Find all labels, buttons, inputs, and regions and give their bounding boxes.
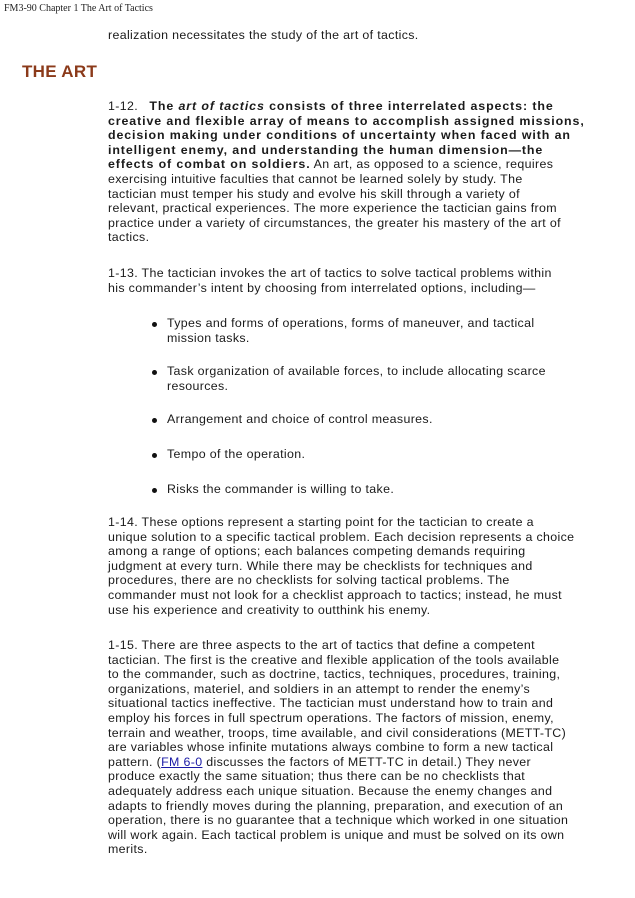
text-line: practice under a variety of circumstances, the greater his mastery of the art of xyxy=(108,215,561,230)
text-line: relevant, practical experiences. The more experience the tactician gains from xyxy=(108,201,557,216)
intro-line: realization necessitates the study of the art of tactics. xyxy=(108,28,419,42)
text: pattern. ( xyxy=(108,754,162,769)
text-line: exercising intuitive faculties that cannot be learned solely by study. The xyxy=(108,171,523,186)
text-line: situational tactics ineffective. The tactician must understand how to train and xyxy=(108,696,554,711)
text-line: 1-14. These options represent a starting point for the tactician to create a xyxy=(108,515,534,529)
italic-term: art of tactics xyxy=(178,99,265,113)
paragraph-1-14 xyxy=(108,515,574,617)
text-line: adapts to friendly moves during the planning, preparation, and execution of an xyxy=(108,798,564,813)
text-line: tactician must temper his study and evolve his skill through a variety of xyxy=(108,186,520,201)
text-line: his commander’s intent by choosing from interrelated options, including— xyxy=(108,280,536,295)
paragraph-1-15 xyxy=(108,638,568,857)
bold-text: effects of combat on soldiers. xyxy=(108,157,311,172)
text-line: unique solution to a specific tactical problem. Each decision represents a choice xyxy=(108,529,575,544)
text-line: to the commander, such as doctrine, tactics, techniques, procedures, training, xyxy=(108,667,561,682)
text-line: tactician. The first is the creative and flexible application of the tools available xyxy=(108,652,560,667)
text-line: 1-13. The tactician invokes the art of tactics to solve tactical problems within xyxy=(108,266,552,280)
text-line: use his experience and creativity to outthink his enemy. xyxy=(108,602,431,617)
paragraph-1-12 xyxy=(108,99,585,245)
paragraph-1-13 xyxy=(108,266,552,295)
bullet-icon xyxy=(152,418,157,423)
text-line: produce exactly the same situation; thus there can be no checklists that xyxy=(108,769,526,784)
bold-text: intelligent enemy, and understanding the human dimension—the xyxy=(108,142,544,157)
text-line: operation, there is no guarantee that a technique which worked in one situation xyxy=(108,813,569,828)
text-line: Tempo of the operation. xyxy=(167,447,306,461)
text-line: Arrangement and choice of control measures. xyxy=(167,412,433,426)
text-line: employ his forces in full spectrum operations. The factors of mission, enemy, xyxy=(108,710,554,725)
bullet-icon xyxy=(152,370,157,375)
text-line: among a range of options; each balances competing demands requiring xyxy=(108,544,526,559)
text-line: resources. xyxy=(167,378,229,393)
text-line: Types and forms of operations, forms of maneuver, and tactical xyxy=(167,316,535,330)
text-line: Task organization of available forces, to include allocating scarce xyxy=(167,364,546,378)
bullet-icon xyxy=(152,453,157,458)
section-title: THE ART xyxy=(22,62,98,81)
text: discusses the factors of METT-TC in detail.) They never xyxy=(202,754,531,769)
text-line: judgment at every turn. While there may be checklists for techniques and xyxy=(108,558,533,573)
bold-text: The xyxy=(149,99,179,113)
text-line: procedures, there are no checklists for solving tactical problems. The xyxy=(108,573,510,588)
page-header: FM3-90 Chapter 1 The Art of Tactics xyxy=(4,3,153,14)
text-line: Risks the commander is willing to take. xyxy=(167,482,395,496)
text-line: are variables whose infinite mutations always combine to form a new tactical xyxy=(108,740,554,755)
bold-text: consists of three interrelated aspects: the xyxy=(264,99,554,113)
bullet-icon xyxy=(152,488,157,493)
bold-text: creative and flexible array of means to accomplish assigned missions, xyxy=(108,113,585,128)
fm-6-0-link[interactable]: FM 6-0 xyxy=(161,754,203,769)
bold-text: decision making under conditions of uncertainty when faced with an xyxy=(108,128,571,143)
text: An art, as opposed to a science, requires xyxy=(310,157,554,172)
bullet-icon xyxy=(152,322,157,327)
para-number: 1-12. xyxy=(108,99,138,113)
text-line: adequately address each unique situation. Because the enemy changes and xyxy=(108,783,553,798)
text-line: organizations, materiel, and soldiers in an attempt to render the enemy’s xyxy=(108,681,531,696)
text-line: 1-15. There are three aspects to the art of tactics that define a competent xyxy=(108,638,535,652)
text-line: will work again. Each tactical problem is unique and must be solved on its own xyxy=(108,827,565,842)
text-line: merits. xyxy=(108,842,148,857)
text-line: mission tasks. xyxy=(167,330,250,345)
text-line: terrain and weather, troops, time available, and civil considerations (METT-TC) xyxy=(108,725,567,740)
text-line: commander must not look for a checklist approach to tactics; instead, he must xyxy=(108,587,562,602)
text-line: tactics. xyxy=(108,230,150,245)
